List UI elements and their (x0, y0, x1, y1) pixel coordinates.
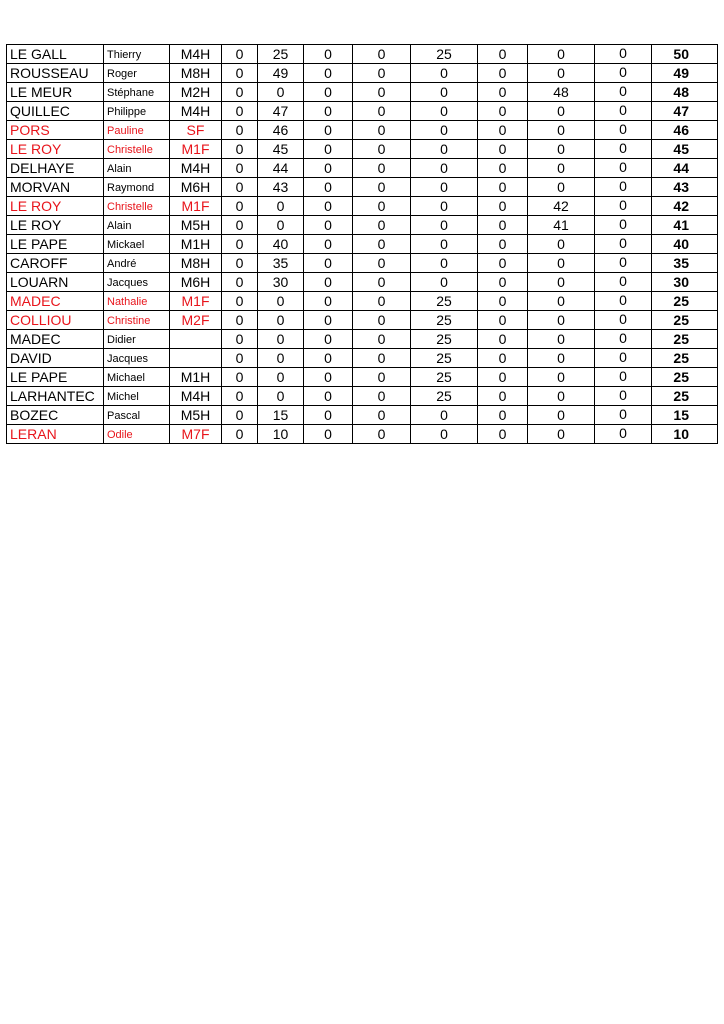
race-3-points-cell: 0 (304, 330, 353, 349)
race-4-points-cell: 0 (353, 121, 411, 140)
race-2-points-cell: 0 (258, 83, 304, 102)
race-8-points-cell: 0 (595, 216, 652, 235)
race-6-points-cell: 0 (478, 273, 528, 292)
race-3-points-cell: 0 (304, 292, 353, 311)
first-name-cell: Christelle (104, 140, 170, 159)
last-name-cell: LERAN (7, 425, 104, 444)
race-2-points-cell: 0 (258, 197, 304, 216)
table-row (7, 121, 718, 140)
race-5-points-cell: 0 (411, 273, 478, 292)
race-3-points-cell: 0 (304, 159, 353, 178)
race-1-points-cell: 0 (222, 140, 258, 159)
race-6-points-cell: 0 (478, 197, 528, 216)
last-name-cell: LE MEUR (7, 83, 104, 102)
race-7-points-cell: 42 (528, 197, 595, 216)
first-name-cell: Alain (104, 159, 170, 178)
last-name-cell: LOUARN (7, 273, 104, 292)
race-1-points-cell: 0 (222, 83, 258, 102)
race-4-points-cell: 0 (353, 330, 411, 349)
race-5-points-cell: 25 (411, 387, 478, 406)
race-1-points-cell: 0 (222, 102, 258, 121)
race-4-points-cell: 0 (353, 64, 411, 83)
race-7-points-cell: 0 (528, 387, 595, 406)
race-5-points-cell: 0 (411, 254, 478, 273)
race-2-points-cell: 0 (258, 387, 304, 406)
category-cell: M1F (170, 140, 222, 159)
race-2-points-cell: 30 (258, 273, 304, 292)
race-4-points-cell: 0 (353, 197, 411, 216)
category-cell (170, 349, 222, 368)
race-7-points-cell: 0 (528, 45, 595, 64)
race-6-points-cell: 0 (478, 121, 528, 140)
last-name-cell: LARHANTEC (7, 387, 104, 406)
first-name-cell: Alain (104, 216, 170, 235)
race-7-points-cell: 0 (528, 102, 595, 121)
race-7-points-cell: 0 (528, 425, 595, 444)
total-points-cell: 25 (652, 349, 718, 368)
race-1-points-cell: 0 (222, 216, 258, 235)
last-name-cell: LE PAPE (7, 368, 104, 387)
last-name-cell: ROUSSEAU (7, 64, 104, 83)
last-name-cell: LE ROY (7, 216, 104, 235)
race-5-points-cell: 0 (411, 102, 478, 121)
race-6-points-cell: 0 (478, 178, 528, 197)
total-points-cell: 15 (652, 406, 718, 425)
race-4-points-cell: 0 (353, 159, 411, 178)
race-7-points-cell: 0 (528, 330, 595, 349)
race-8-points-cell: 0 (595, 368, 652, 387)
race-6-points-cell: 0 (478, 140, 528, 159)
table-row (7, 330, 718, 349)
race-2-points-cell: 40 (258, 235, 304, 254)
race-4-points-cell: 0 (353, 83, 411, 102)
race-8-points-cell: 0 (595, 159, 652, 178)
race-3-points-cell: 0 (304, 140, 353, 159)
total-points-cell: 25 (652, 368, 718, 387)
race-7-points-cell: 0 (528, 273, 595, 292)
race-5-points-cell: 0 (411, 64, 478, 83)
race-1-points-cell: 0 (222, 197, 258, 216)
race-8-points-cell: 0 (595, 311, 652, 330)
race-1-points-cell: 0 (222, 406, 258, 425)
category-cell: M5H (170, 216, 222, 235)
last-name-cell: COLLIOU (7, 311, 104, 330)
last-name-cell: CAROFF (7, 254, 104, 273)
race-3-points-cell: 0 (304, 121, 353, 140)
table-row (7, 64, 718, 83)
category-cell: M4H (170, 159, 222, 178)
race-6-points-cell: 0 (478, 425, 528, 444)
race-4-points-cell: 0 (353, 140, 411, 159)
race-5-points-cell: 0 (411, 406, 478, 425)
total-points-cell: 10 (652, 425, 718, 444)
race-6-points-cell: 0 (478, 349, 528, 368)
total-points-cell: 25 (652, 387, 718, 406)
race-4-points-cell: 0 (353, 102, 411, 121)
first-name-cell: Thierry (104, 45, 170, 64)
race-1-points-cell: 0 (222, 311, 258, 330)
race-7-points-cell: 0 (528, 311, 595, 330)
race-6-points-cell: 0 (478, 330, 528, 349)
race-2-points-cell: 45 (258, 140, 304, 159)
race-4-points-cell: 0 (353, 406, 411, 425)
category-cell: M4H (170, 387, 222, 406)
race-8-points-cell: 0 (595, 102, 652, 121)
race-8-points-cell: 0 (595, 406, 652, 425)
last-name-cell: MADEC (7, 330, 104, 349)
category-cell: M2F (170, 311, 222, 330)
table-row (7, 45, 718, 64)
category-cell: M1F (170, 197, 222, 216)
race-6-points-cell: 0 (478, 64, 528, 83)
total-points-cell: 45 (652, 140, 718, 159)
race-3-points-cell: 0 (304, 273, 353, 292)
race-1-points-cell: 0 (222, 235, 258, 254)
race-8-points-cell: 0 (595, 197, 652, 216)
total-points-cell: 25 (652, 292, 718, 311)
race-6-points-cell: 0 (478, 368, 528, 387)
category-cell: M5H (170, 406, 222, 425)
race-7-points-cell: 0 (528, 159, 595, 178)
race-1-points-cell: 0 (222, 273, 258, 292)
first-name-cell: Raymond (104, 178, 170, 197)
table-row (7, 387, 718, 406)
first-name-cell: Roger (104, 64, 170, 83)
race-1-points-cell: 0 (222, 330, 258, 349)
table-row (7, 178, 718, 197)
race-6-points-cell: 0 (478, 235, 528, 254)
race-7-points-cell: 0 (528, 292, 595, 311)
category-cell: M1H (170, 368, 222, 387)
race-3-points-cell: 0 (304, 178, 353, 197)
total-points-cell: 48 (652, 83, 718, 102)
category-cell: M4H (170, 45, 222, 64)
total-points-cell: 25 (652, 311, 718, 330)
race-8-points-cell: 0 (595, 292, 652, 311)
race-2-points-cell: 0 (258, 330, 304, 349)
race-4-points-cell: 0 (353, 216, 411, 235)
first-name-cell: Pauline (104, 121, 170, 140)
race-3-points-cell: 0 (304, 64, 353, 83)
last-name-cell: QUILLEC (7, 102, 104, 121)
race-4-points-cell: 0 (353, 368, 411, 387)
race-3-points-cell: 0 (304, 45, 353, 64)
category-cell: M6H (170, 273, 222, 292)
last-name-cell: LE ROY (7, 140, 104, 159)
race-2-points-cell: 43 (258, 178, 304, 197)
race-8-points-cell: 0 (595, 178, 652, 197)
total-points-cell: 41 (652, 216, 718, 235)
race-3-points-cell: 0 (304, 311, 353, 330)
race-4-points-cell: 0 (353, 235, 411, 254)
first-name-cell: André (104, 254, 170, 273)
race-5-points-cell: 0 (411, 83, 478, 102)
race-1-points-cell: 0 (222, 178, 258, 197)
first-name-cell: Christine (104, 311, 170, 330)
race-7-points-cell: 0 (528, 406, 595, 425)
category-cell: M6H (170, 178, 222, 197)
race-3-points-cell: 0 (304, 216, 353, 235)
race-1-points-cell: 0 (222, 45, 258, 64)
race-3-points-cell: 0 (304, 387, 353, 406)
race-2-points-cell: 0 (258, 349, 304, 368)
race-2-points-cell: 35 (258, 254, 304, 273)
total-points-cell: 30 (652, 273, 718, 292)
race-6-points-cell: 0 (478, 159, 528, 178)
race-7-points-cell: 0 (528, 140, 595, 159)
table-row (7, 425, 718, 444)
race-8-points-cell: 0 (595, 235, 652, 254)
race-8-points-cell: 0 (595, 387, 652, 406)
category-cell: M8H (170, 64, 222, 83)
race-5-points-cell: 0 (411, 235, 478, 254)
race-7-points-cell: 0 (528, 254, 595, 273)
first-name-cell: Didier (104, 330, 170, 349)
race-6-points-cell: 0 (478, 406, 528, 425)
race-6-points-cell: 0 (478, 254, 528, 273)
first-name-cell: Philippe (104, 102, 170, 121)
total-points-cell: 42 (652, 197, 718, 216)
race-5-points-cell: 25 (411, 368, 478, 387)
race-5-points-cell: 0 (411, 178, 478, 197)
category-cell: M8H (170, 254, 222, 273)
first-name-cell: Jacques (104, 273, 170, 292)
first-name-cell: Pascal (104, 406, 170, 425)
race-8-points-cell: 0 (595, 330, 652, 349)
race-4-points-cell: 0 (353, 45, 411, 64)
last-name-cell: MORVAN (7, 178, 104, 197)
first-name-cell: Mickael (104, 235, 170, 254)
first-name-cell: Odile (104, 425, 170, 444)
total-points-cell: 43 (652, 178, 718, 197)
race-3-points-cell: 0 (304, 83, 353, 102)
race-5-points-cell: 0 (411, 140, 478, 159)
race-7-points-cell: 0 (528, 368, 595, 387)
first-name-cell: Michael (104, 368, 170, 387)
race-6-points-cell: 0 (478, 387, 528, 406)
race-1-points-cell: 0 (222, 349, 258, 368)
race-4-points-cell: 0 (353, 292, 411, 311)
race-4-points-cell: 0 (353, 178, 411, 197)
race-6-points-cell: 0 (478, 102, 528, 121)
race-8-points-cell: 0 (595, 64, 652, 83)
race-3-points-cell: 0 (304, 349, 353, 368)
race-8-points-cell: 0 (595, 45, 652, 64)
total-points-cell: 40 (652, 235, 718, 254)
race-5-points-cell: 0 (411, 425, 478, 444)
race-7-points-cell: 0 (528, 349, 595, 368)
table-row (7, 273, 718, 292)
table-row (7, 83, 718, 102)
last-name-cell: PORS (7, 121, 104, 140)
first-name-cell: Michel (104, 387, 170, 406)
race-3-points-cell: 0 (304, 406, 353, 425)
race-2-points-cell: 0 (258, 292, 304, 311)
race-1-points-cell: 0 (222, 254, 258, 273)
table-row (7, 349, 718, 368)
race-5-points-cell: 0 (411, 159, 478, 178)
race-7-points-cell: 0 (528, 121, 595, 140)
category-cell: SF (170, 121, 222, 140)
total-points-cell: 50 (652, 45, 718, 64)
race-1-points-cell: 0 (222, 368, 258, 387)
race-8-points-cell: 0 (595, 121, 652, 140)
race-5-points-cell: 25 (411, 330, 478, 349)
race-6-points-cell: 0 (478, 311, 528, 330)
race-5-points-cell: 25 (411, 45, 478, 64)
race-2-points-cell: 47 (258, 102, 304, 121)
table-row (7, 292, 718, 311)
race-3-points-cell: 0 (304, 254, 353, 273)
last-name-cell: MADEC (7, 292, 104, 311)
race-2-points-cell: 0 (258, 216, 304, 235)
race-8-points-cell: 0 (595, 254, 652, 273)
table-row (7, 102, 718, 121)
total-points-cell: 46 (652, 121, 718, 140)
category-cell: M2H (170, 83, 222, 102)
total-points-cell: 47 (652, 102, 718, 121)
race-1-points-cell: 0 (222, 425, 258, 444)
race-5-points-cell: 0 (411, 197, 478, 216)
results-body (7, 45, 718, 444)
race-3-points-cell: 0 (304, 368, 353, 387)
category-cell: M1H (170, 235, 222, 254)
race-2-points-cell: 46 (258, 121, 304, 140)
total-points-cell: 44 (652, 159, 718, 178)
race-7-points-cell: 41 (528, 216, 595, 235)
race-7-points-cell: 0 (528, 235, 595, 254)
last-name-cell: DAVID (7, 349, 104, 368)
race-5-points-cell: 25 (411, 349, 478, 368)
last-name-cell: BOZEC (7, 406, 104, 425)
race-2-points-cell: 0 (258, 368, 304, 387)
race-8-points-cell: 0 (595, 273, 652, 292)
total-points-cell: 25 (652, 330, 718, 349)
race-2-points-cell: 15 (258, 406, 304, 425)
race-7-points-cell: 48 (528, 83, 595, 102)
race-8-points-cell: 0 (595, 140, 652, 159)
first-name-cell: Jacques (104, 349, 170, 368)
race-4-points-cell: 0 (353, 273, 411, 292)
table-row (7, 140, 718, 159)
last-name-cell: DELHAYE (7, 159, 104, 178)
race-2-points-cell: 49 (258, 64, 304, 83)
race-3-points-cell: 0 (304, 235, 353, 254)
race-4-points-cell: 0 (353, 425, 411, 444)
race-5-points-cell: 0 (411, 216, 478, 235)
first-name-cell: Stéphane (104, 83, 170, 102)
race-5-points-cell: 25 (411, 292, 478, 311)
last-name-cell: LE GALL (7, 45, 104, 64)
table-row (7, 235, 718, 254)
race-1-points-cell: 0 (222, 292, 258, 311)
results-table (6, 44, 718, 444)
last-name-cell: LE PAPE (7, 235, 104, 254)
table-row (7, 216, 718, 235)
race-2-points-cell: 44 (258, 159, 304, 178)
race-2-points-cell: 10 (258, 425, 304, 444)
race-8-points-cell: 0 (595, 349, 652, 368)
race-1-points-cell: 0 (222, 159, 258, 178)
race-2-points-cell: 0 (258, 311, 304, 330)
table-row (7, 406, 718, 425)
total-points-cell: 49 (652, 64, 718, 83)
race-3-points-cell: 0 (304, 425, 353, 444)
race-4-points-cell: 0 (353, 387, 411, 406)
total-points-cell: 35 (652, 254, 718, 273)
race-1-points-cell: 0 (222, 121, 258, 140)
table-row (7, 311, 718, 330)
table-row (7, 254, 718, 273)
last-name-cell: LE ROY (7, 197, 104, 216)
race-4-points-cell: 0 (353, 254, 411, 273)
race-2-points-cell: 25 (258, 45, 304, 64)
race-4-points-cell: 0 (353, 349, 411, 368)
race-8-points-cell: 0 (595, 425, 652, 444)
race-5-points-cell: 0 (411, 121, 478, 140)
category-cell: M1F (170, 292, 222, 311)
race-6-points-cell: 0 (478, 45, 528, 64)
race-6-points-cell: 0 (478, 83, 528, 102)
race-3-points-cell: 0 (304, 102, 353, 121)
race-7-points-cell: 0 (528, 64, 595, 83)
first-name-cell: Nathalie (104, 292, 170, 311)
table-row (7, 197, 718, 216)
race-6-points-cell: 0 (478, 216, 528, 235)
category-cell: M4H (170, 102, 222, 121)
category-cell (170, 330, 222, 349)
table-row (7, 159, 718, 178)
race-1-points-cell: 0 (222, 387, 258, 406)
race-5-points-cell: 25 (411, 311, 478, 330)
race-6-points-cell: 0 (478, 292, 528, 311)
table-row (7, 368, 718, 387)
first-name-cell: Christelle (104, 197, 170, 216)
race-1-points-cell: 0 (222, 64, 258, 83)
category-cell: M7F (170, 425, 222, 444)
race-8-points-cell: 0 (595, 83, 652, 102)
race-7-points-cell: 0 (528, 178, 595, 197)
race-3-points-cell: 0 (304, 197, 353, 216)
race-4-points-cell: 0 (353, 311, 411, 330)
